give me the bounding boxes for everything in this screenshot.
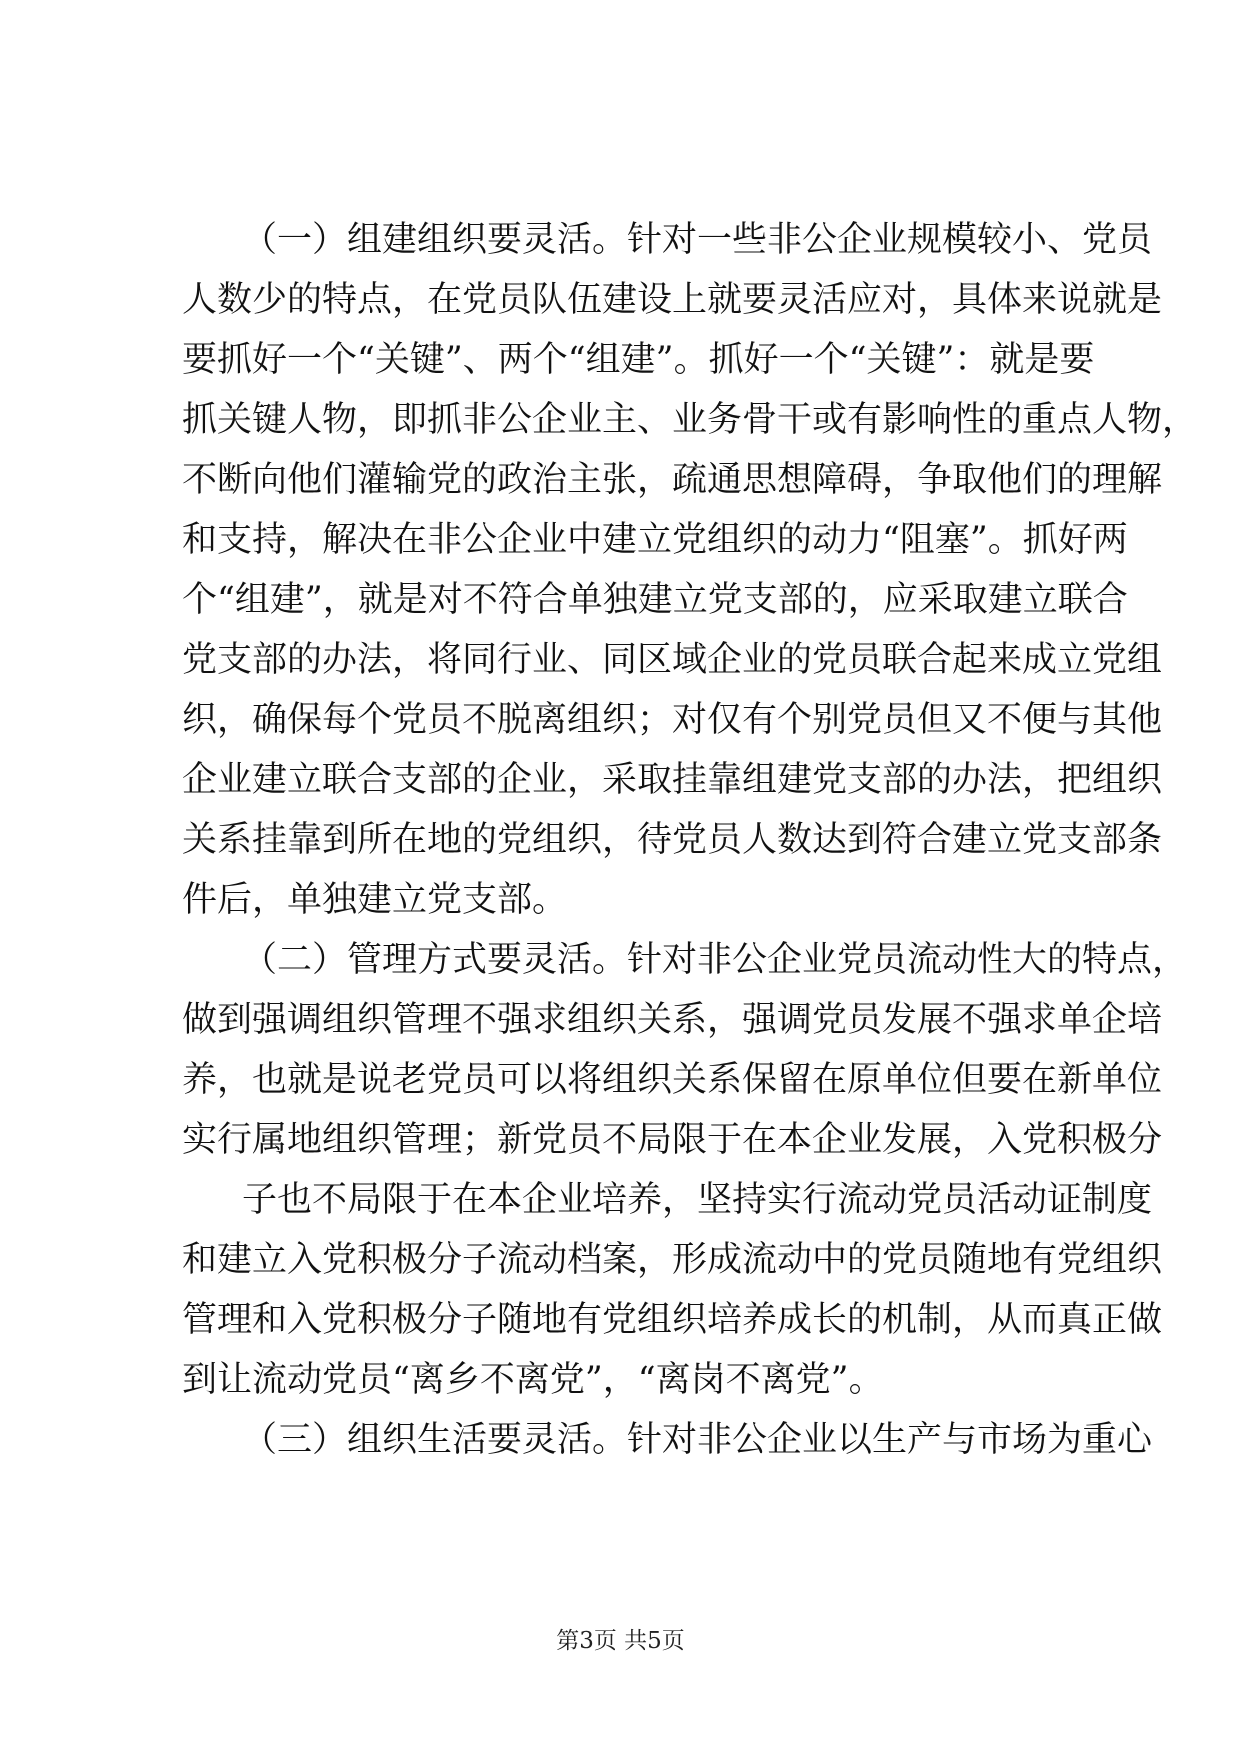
paragraph-1-line-4: 抓关键人物，即抓非公企业主、业务骨干或有影响性的重点人物， [182,400,1198,440]
paragraph-2-line-1: （二）管理方式要灵活。针对非公企业党员流动性大的特点， [242,940,1188,980]
paragraph-3-line-4: 到让流动党员“离乡不离党”，“离岗不离党”。 [182,1360,884,1400]
paragraph-1-line-10: 企业建立联合支部的企业，采取挂靠组建党支部的办法，把组织 [182,760,1163,800]
paragraph-1-line-7: 个“组建”，就是对不符合单独建立党支部的，应采取建立联合 [182,580,1128,620]
paragraph-3-line-2: 和建立入党积极分子流动档案，形成流动中的党员随地有党组织 [182,1240,1163,1280]
paragraph-3-line-3: 管理和入党积极分子随地有党组织培养成长的机制，从而真正做 [182,1300,1163,1340]
paragraph-1-line-8: 党支部的办法，将同行业、同区域企业的党员联合起来成立党组 [182,640,1163,680]
paragraph-1-line-11: 关系挂靠到所在地的党组织，待党员人数达到符合建立党支部条 [182,820,1163,860]
paragraph-1-line-5: 不断向他们灌输党的政治主张，疏通思想障碍，争取他们的理解 [182,460,1163,500]
paragraph-1-line-1: （一）组建组织要灵活。针对一些非公企业规模较小、党员 [242,220,1153,260]
paragraph-1-line-6: 和支持，解决在非公企业中建立党组织的动力“阻塞”。抓好两 [182,520,1128,560]
paragraph-1-line-3: 要抓好一个“关键”、两个“组建”。抓好一个“关键”：就是要 [182,340,1095,380]
paragraph-4-line-1: （三）组织生活要灵活。针对非公企业以生产与市场为重心 [242,1420,1153,1460]
paragraph-1-line-9: 织，确保每个党员不脱离组织；对仅有个别党员但又不便与其他 [182,700,1163,740]
paragraph-2-line-2: 做到强调组织管理不强求组织关系，强调党员发展不强求单企培 [182,1000,1163,1040]
paragraph-1-line-12: 件后，单独建立党支部。 [182,880,568,920]
paragraph-3-line-1: 子也不局限于在本企业培养，坚持实行流动党员活动证制度 [242,1180,1153,1220]
page-number-footer: 第3页 共5页 [556,1628,685,1654]
paragraph-1-line-2: 人数少的特点，在党员队伍建设上就要灵活应对，具体来说就是 [182,280,1163,320]
paragraph-2-line-3: 养，也就是说老党员可以将组织关系保留在原单位但要在新单位 [182,1060,1163,1100]
paragraph-2-line-4: 实行属地组织管理；新党员不局限于在本企业发展，入党积极分 [182,1120,1163,1160]
